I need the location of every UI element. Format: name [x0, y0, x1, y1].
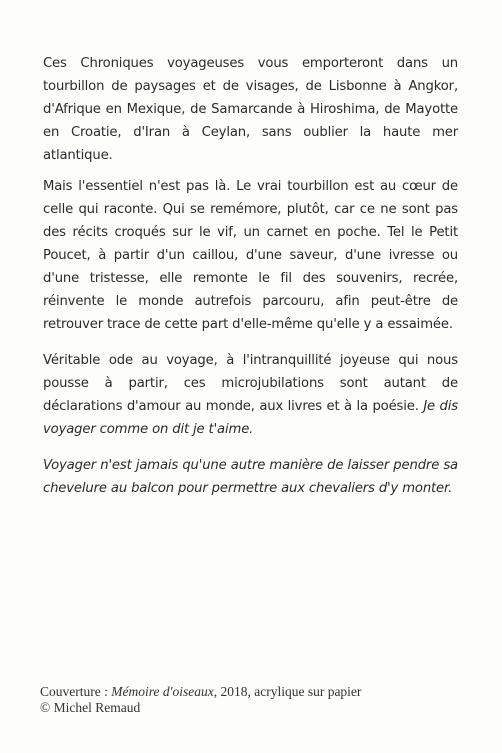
paragraph-3-regular: Véritable ode au voyage, à l'intranquillité joyeuse qui nous pousse à partir, ces microjubilations sont autant de déclarations d'amour au monde, aux livres et à la poésie.: [43, 353, 458, 414]
paragraph-1: Ces Chroniques voyageuses vous emporteront dans un tourbillon de paysages et de visages, de Lisbonne à Angkor, d'Afrique en Mexique, de Samarcande à Hiroshima, de Mayotte en Croatie, d'Iran à Ceylan, sans oublier la haute mer atlantique.: [43, 56, 458, 163]
paragraph-2: Mais l'essentiel n'est pas là. Le vrai tourbillon est au cœur de celle qui raconte. Qui se remémore, plutôt, car ce ne sont pas des récits croqués sur le vif, un carnet en poche. Tel le Petit Poucet, à partir d'un caillou, d'une saveur, d'une ivresse ou d'une tristesse, elle remonte le fil des souvenirs, recrée, réinvente le monde autrefois parcouru, afin peut-être de retrouver trace de cette part d'elle-même qu'elle y a essaimée.: [43, 179, 458, 332]
credit-prefix: Couverture :: [40, 684, 112, 699]
paragraph-3: [43, 349, 458, 441]
credit-suffix: , 2018, acrylique sur papier: [213, 684, 362, 699]
cover-credit-line: [40, 684, 460, 700]
artwork-title: Mémoire d'oiseaux: [111, 684, 214, 699]
paragraph-4: Voyager n'est jamais qu'une autre manière de laisser pendre sa chevelure au balcon pour permettre aux chevaliers d'y monter.: [43, 458, 458, 496]
paragraph-3-italic: Je dis voyager comme on dit je t'aime.: [43, 399, 458, 437]
cover-credits: [40, 684, 460, 716]
blurb-text: [43, 52, 458, 508]
copyright-line: © Michel Remaud: [40, 700, 141, 715]
